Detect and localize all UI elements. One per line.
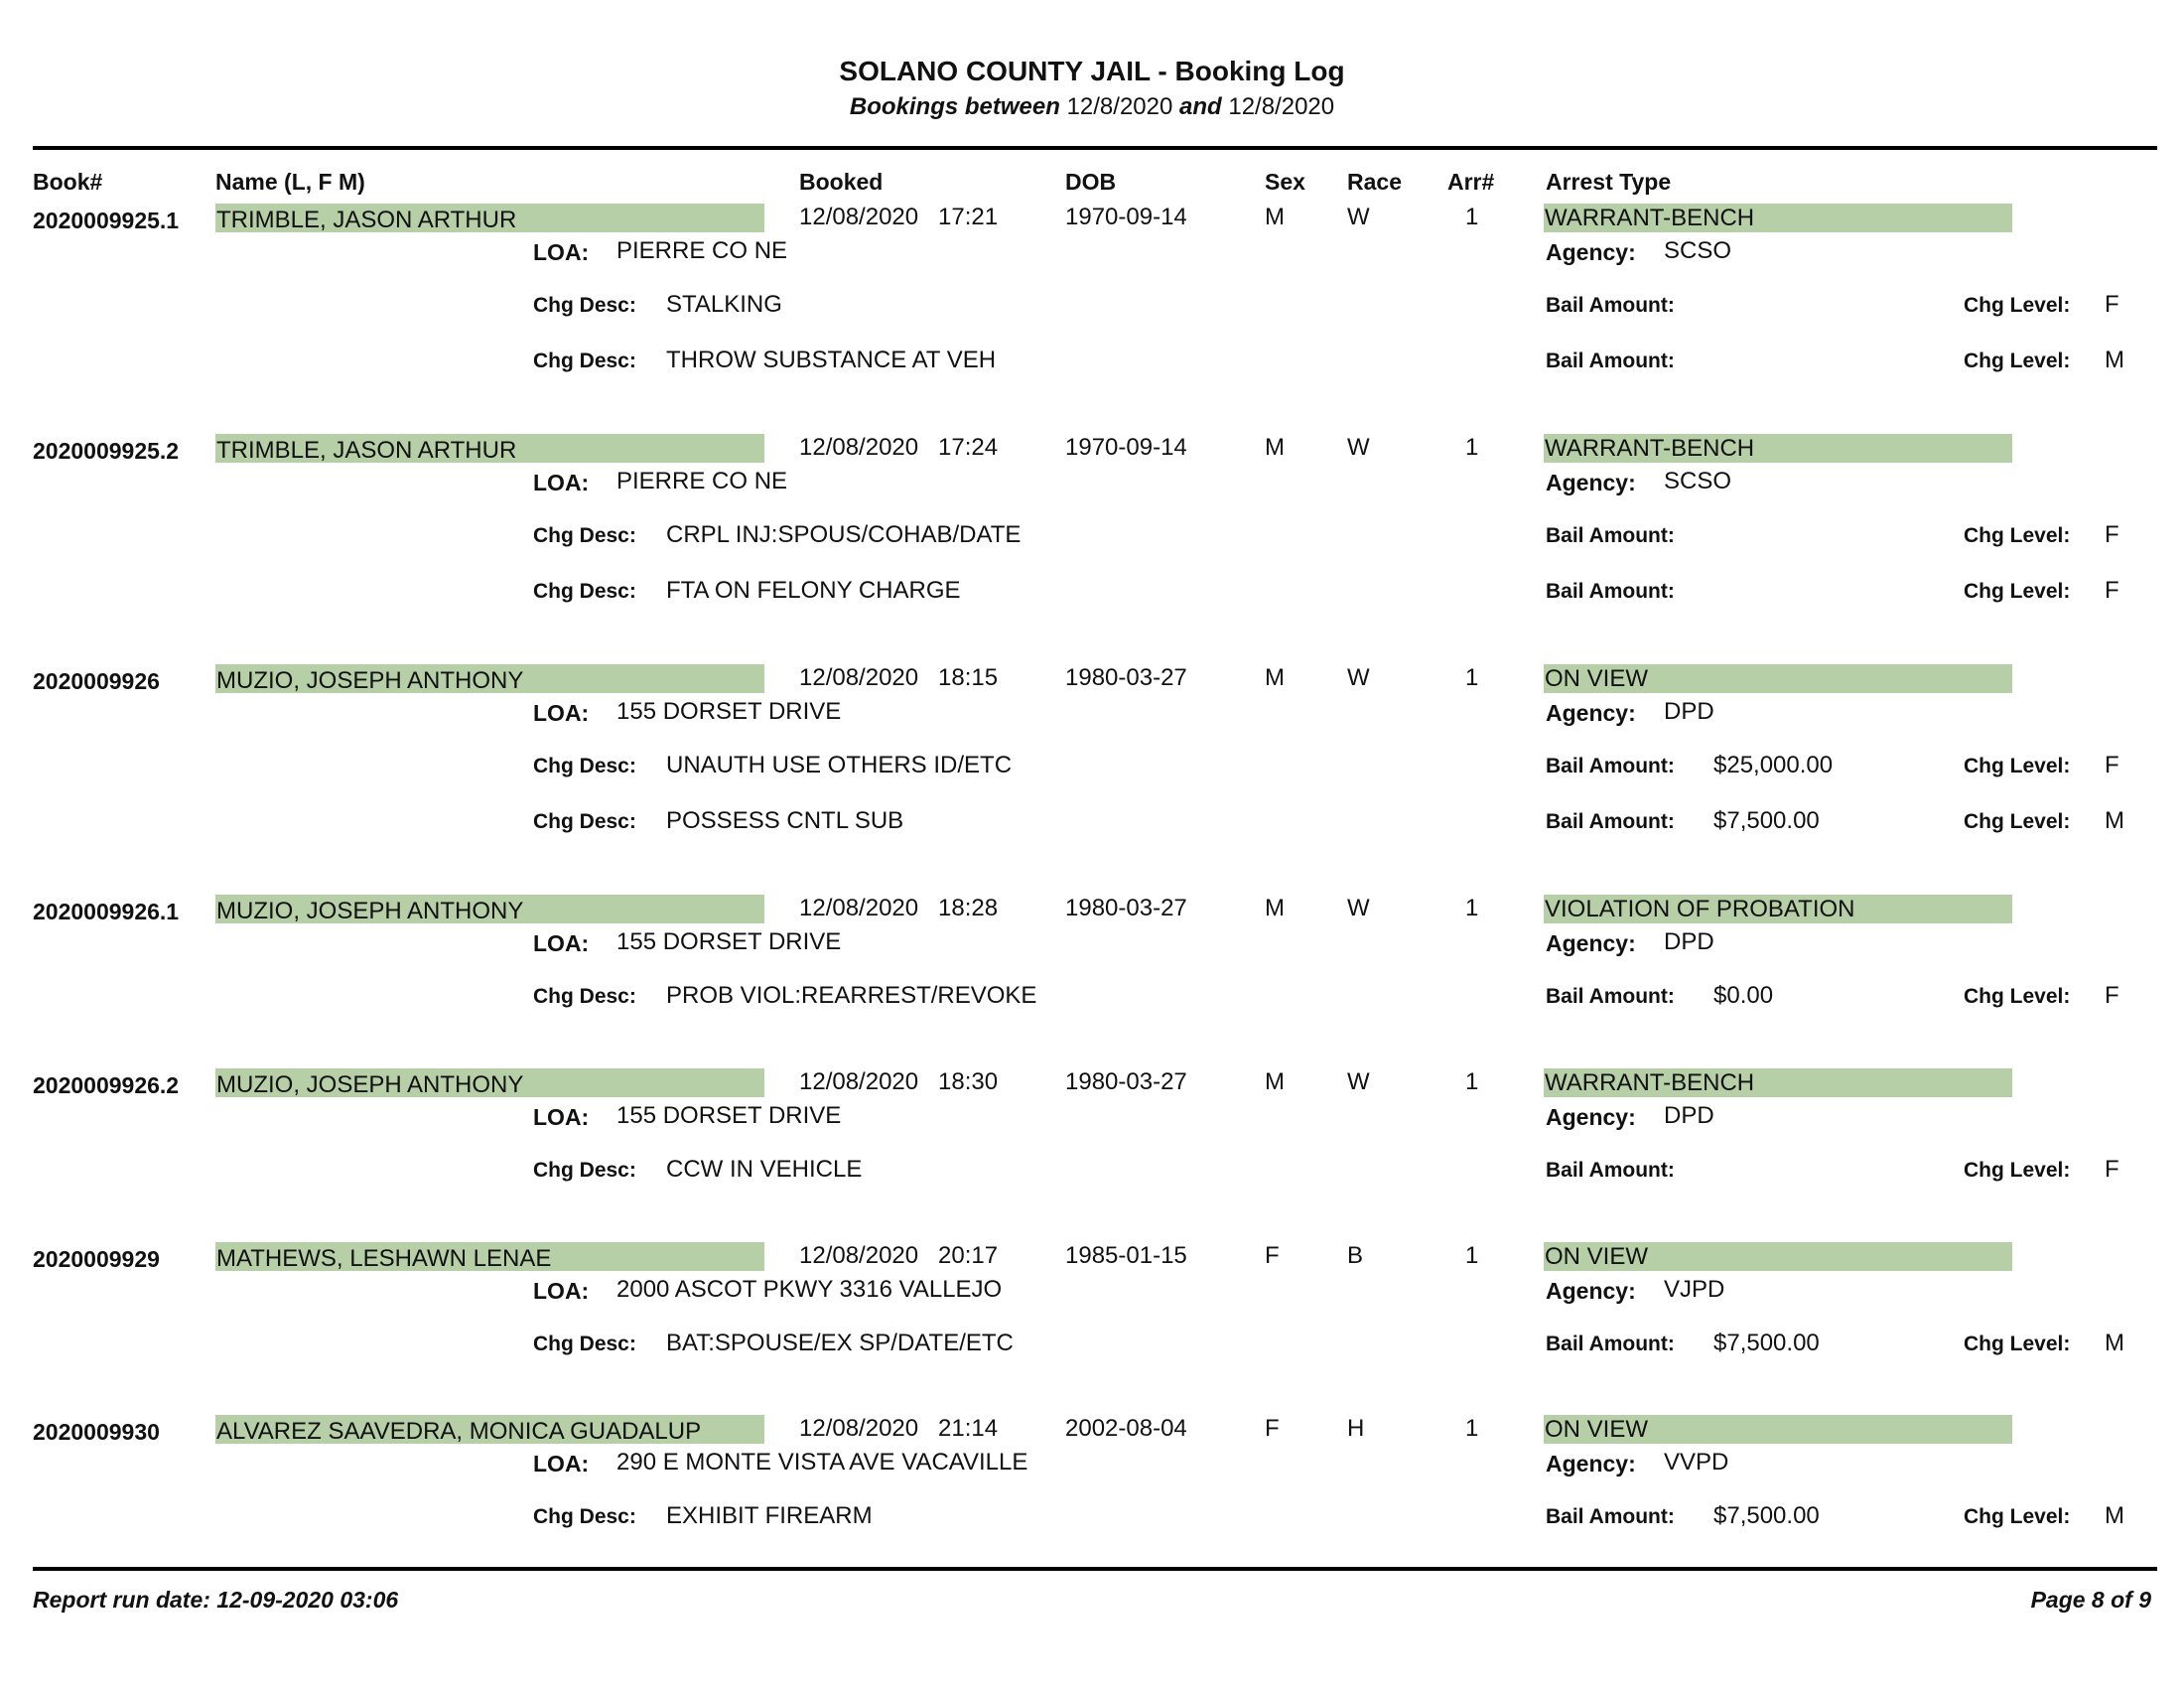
loa-label: LOA: (533, 1451, 590, 1477)
bail-amount-label: Bail Amount: (1546, 1159, 1675, 1182)
agency-value: SCSO (1664, 237, 1732, 264)
col-book: Book# (33, 169, 103, 195)
booking-number: 2020009926 (33, 668, 160, 694)
chg-desc-label: Chg Desc: (533, 350, 636, 372)
chg-desc-label: Chg Desc: (533, 755, 636, 777)
chg-desc-value: CRPL INJ:SPOUS/COHAB/DATE (666, 521, 1022, 548)
booked-date: 12/08/2020 (799, 1068, 919, 1095)
booking-number: 2020009925.1 (33, 208, 180, 233)
bail-amount-label: Bail Amount: (1546, 810, 1675, 833)
booked-time: 18:15 (938, 664, 999, 691)
race: W (1347, 204, 1370, 230)
chg-desc-value: CCW IN VEHICLE (666, 1156, 863, 1183)
chg-level-label: Chg Level: (1964, 985, 2071, 1008)
agency-value: VVPD (1664, 1449, 1729, 1476)
arrest-count: 1 (1465, 895, 1479, 921)
bail-amount-label: Bail Amount: (1546, 985, 1675, 1008)
loa-value: 2000 ASCOT PKWY 3316 VALLEJO (616, 1276, 1003, 1303)
chg-desc-value: FTA ON FELONY CHARGE (666, 577, 961, 604)
chg-level-value: F (2105, 1156, 2119, 1183)
chg-desc-label: Chg Desc: (533, 580, 636, 603)
bail-amount-label: Bail Amount: (1546, 580, 1675, 603)
arrest-type: VIOLATION OF PROBATION (1544, 895, 2012, 923)
race: W (1347, 895, 1370, 921)
booking-number: 2020009929 (33, 1246, 160, 1272)
header-rule (33, 146, 2157, 150)
bail-amount-label: Bail Amount: (1546, 350, 1675, 372)
agency-label: Agency: (1546, 1104, 1636, 1130)
agency-value: SCSO (1664, 468, 1732, 494)
chg-desc-value: POSSESS CNTL SUB (666, 807, 904, 834)
loa-value: 290 E MONTE VISTA AVE VACAVILLE (616, 1449, 1028, 1476)
loa-label: LOA: (533, 470, 590, 495)
chg-level-value: F (2105, 982, 2119, 1009)
start-date: 12/8/2020 (1066, 93, 1173, 120)
chg-level-value: M (2105, 807, 2124, 834)
inmate-name: TRIMBLE, JASON ARTHUR (215, 204, 764, 232)
chg-desc-label: Chg Desc: (533, 810, 636, 833)
inmate-name: MUZIO, JOSEPH ANTHONY (215, 1068, 764, 1097)
col-booked: Booked (799, 169, 884, 195)
inmate-name: MATHEWS, LESHAWN LENAE (215, 1242, 764, 1271)
chg-desc-value: BAT:SPOUSE/EX SP/DATE/ETC (666, 1330, 1014, 1356)
booked-time: 17:24 (938, 434, 999, 461)
bail-amount-label: Bail Amount: (1546, 524, 1675, 547)
chg-level-value: M (2105, 1330, 2124, 1356)
loa-label: LOA: (533, 239, 590, 265)
chg-level-label: Chg Level: (1964, 1505, 2071, 1528)
arrest-type: WARRANT-BENCH (1544, 204, 2012, 232)
loa-value: PIERRE CO NE (616, 468, 788, 494)
arrest-count: 1 (1465, 1415, 1479, 1442)
bail-amount-label: Bail Amount: (1546, 1505, 1675, 1528)
chg-level-label: Chg Level: (1964, 350, 2071, 372)
booked-date: 12/08/2020 (799, 1242, 919, 1269)
chg-desc-label: Chg Desc: (533, 294, 636, 317)
chg-level-value: F (2105, 291, 2119, 318)
arrest-count: 1 (1465, 1068, 1479, 1095)
booked-date: 12/08/2020 (799, 895, 919, 921)
chg-desc-value: EXHIBIT FIREARM (666, 1502, 873, 1529)
race: W (1347, 664, 1370, 691)
chg-level-label: Chg Level: (1964, 1333, 2071, 1355)
report-run-date: Report run date: 12-09-2020 03:06 (33, 1587, 399, 1613)
agency-label: Agency: (1546, 1278, 1636, 1304)
booking-number: 2020009926.2 (33, 1072, 180, 1098)
chg-desc-label: Chg Desc: (533, 1505, 636, 1528)
loa-value: 155 DORSET DRIVE (616, 698, 842, 725)
chg-level-value: F (2105, 752, 2119, 778)
arrest-type: WARRANT-BENCH (1544, 434, 2012, 463)
arrest-type: ON VIEW (1544, 1242, 2012, 1271)
chg-level-label: Chg Level: (1964, 524, 2071, 547)
bail-amount-label: Bail Amount: (1546, 1333, 1675, 1355)
agency-label: Agency: (1546, 470, 1636, 495)
chg-level-value: F (2105, 577, 2119, 604)
report-subtitle (0, 93, 2184, 121)
chg-desc-value: THROW SUBSTANCE AT VEH (666, 347, 997, 373)
booked-time: 17:21 (938, 204, 999, 230)
booked-date: 12/08/2020 (799, 434, 919, 461)
col-arrest-type: Arrest Type (1546, 169, 1672, 195)
arrest-count: 1 (1465, 434, 1479, 461)
chg-level-value: M (2105, 347, 2124, 373)
booked-time: 18:28 (938, 895, 999, 921)
loa-value: 155 DORSET DRIVE (616, 1102, 842, 1129)
chg-desc-label: Chg Desc: (533, 985, 636, 1008)
dob: 1980-03-27 (1065, 895, 1187, 921)
chg-desc-label: Chg Desc: (533, 524, 636, 547)
bail-amount-label: Bail Amount: (1546, 294, 1675, 317)
chg-level-label: Chg Level: (1964, 810, 2071, 833)
loa-value: PIERRE CO NE (616, 237, 788, 264)
sex: M (1265, 895, 1285, 921)
end-date: 12/8/2020 (1228, 93, 1335, 120)
agency-label: Agency: (1546, 239, 1636, 265)
subtitle-and: and (1179, 93, 1222, 120)
arrest-type: ON VIEW (1544, 1415, 2012, 1444)
sex: M (1265, 1068, 1285, 1095)
booked-time: 18:30 (938, 1068, 999, 1095)
arrest-count: 1 (1465, 1242, 1479, 1269)
bail-amount-value: $0.00 (1713, 982, 1774, 1009)
chg-level-label: Chg Level: (1964, 294, 2071, 317)
dob: 2002-08-04 (1065, 1415, 1187, 1442)
race: W (1347, 1068, 1370, 1095)
dob: 1980-03-27 (1065, 1068, 1187, 1095)
col-name: Name (L, F M) (215, 169, 365, 195)
arrest-count: 1 (1465, 204, 1479, 230)
dob: 1970-09-14 (1065, 204, 1187, 230)
chg-desc-value: UNAUTH USE OTHERS ID/ETC (666, 752, 1013, 778)
col-race: Race (1347, 169, 1402, 195)
agency-label: Agency: (1546, 930, 1636, 956)
arrest-count: 1 (1465, 664, 1479, 691)
chg-level-label: Chg Level: (1964, 1159, 2071, 1182)
report-title: SOLANO COUNTY JAIL - Booking Log (839, 56, 1345, 86)
inmate-name: TRIMBLE, JASON ARTHUR (215, 434, 764, 463)
bail-amount-value: $7,500.00 (1713, 1502, 1820, 1529)
chg-desc-value: STALKING (666, 291, 782, 318)
agency-value: VJPD (1664, 1276, 1725, 1303)
booked-time: 21:14 (938, 1415, 999, 1442)
sex: M (1265, 204, 1285, 230)
booked-date: 12/08/2020 (799, 664, 919, 691)
chg-level-label: Chg Level: (1964, 580, 2071, 603)
arrest-type: ON VIEW (1544, 664, 2012, 693)
booking-number: 2020009930 (33, 1419, 160, 1445)
chg-desc-label: Chg Desc: (533, 1159, 636, 1182)
bail-amount-value: $25,000.00 (1713, 752, 1834, 778)
booked-date: 12/08/2020 (799, 204, 919, 230)
inmate-name: MUZIO, JOSEPH ANTHONY (215, 895, 764, 923)
agency-value: DPD (1664, 698, 1714, 725)
arrest-type: WARRANT-BENCH (1544, 1068, 2012, 1097)
agency-label: Agency: (1546, 1451, 1636, 1477)
dob: 1985-01-15 (1065, 1242, 1187, 1269)
bail-amount-value: $7,500.00 (1713, 807, 1820, 834)
bail-amount-label: Bail Amount: (1546, 755, 1675, 777)
loa-value: 155 DORSET DRIVE (616, 928, 842, 955)
booking-number: 2020009926.1 (33, 899, 180, 924)
chg-level-label: Chg Level: (1964, 755, 2071, 777)
loa-label: LOA: (533, 930, 590, 956)
col-dob: DOB (1065, 169, 1117, 195)
col-sex: Sex (1265, 169, 1305, 195)
agency-label: Agency: (1546, 700, 1636, 726)
col-arr: Arr# (1447, 169, 1495, 195)
loa-label: LOA: (533, 700, 590, 726)
agency-value: DPD (1664, 1102, 1714, 1129)
loa-label: LOA: (533, 1278, 590, 1304)
inmate-name: MUZIO, JOSEPH ANTHONY (215, 664, 764, 693)
agency-value: DPD (1664, 928, 1714, 955)
chg-desc-label: Chg Desc: (533, 1333, 636, 1355)
dob: 1970-09-14 (1065, 434, 1187, 461)
page-number: Page 8 of 9 (2030, 1587, 2151, 1613)
sex: M (1265, 434, 1285, 461)
sex: F (1265, 1415, 1280, 1442)
footer-rule (33, 1567, 2157, 1571)
race: B (1347, 1242, 1364, 1269)
booking-number: 2020009925.2 (33, 438, 180, 464)
subtitle-prefix: Bookings between (849, 93, 1060, 120)
booked-date: 12/08/2020 (799, 1415, 919, 1442)
sex: F (1265, 1242, 1280, 1269)
race: W (1347, 434, 1370, 461)
chg-level-value: M (2105, 1502, 2124, 1529)
booked-time: 20:17 (938, 1242, 999, 1269)
inmate-name: ALVAREZ SAAVEDRA, MONICA GUADALUP (215, 1415, 764, 1444)
loa-label: LOA: (533, 1104, 590, 1130)
bail-amount-value: $7,500.00 (1713, 1330, 1820, 1356)
dob: 1980-03-27 (1065, 664, 1187, 691)
race: H (1347, 1415, 1365, 1442)
sex: M (1265, 664, 1285, 691)
chg-level-value: F (2105, 521, 2119, 548)
chg-desc-value: PROB VIOL:REARREST/REVOKE (666, 982, 1037, 1009)
